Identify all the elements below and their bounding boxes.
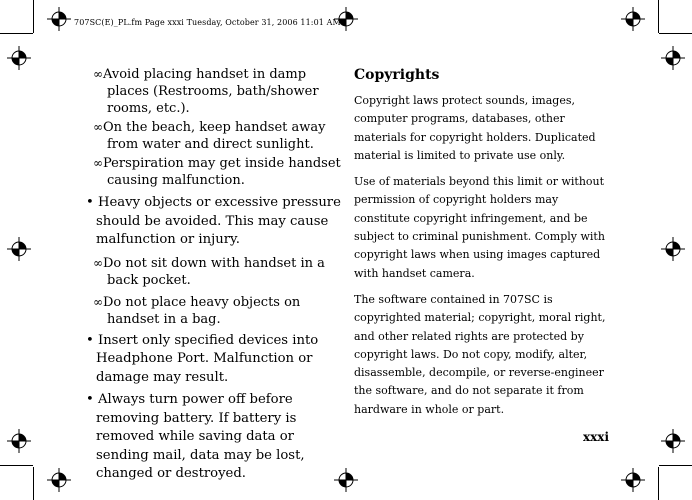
- section-title: Copyrights: [354, 67, 440, 83]
- registration-target-icon: [621, 468, 645, 492]
- list-item: • Insert only specified devices into Headphone Port. Malfunction or damage may result.: [86, 332, 319, 385]
- list-item: • Always turn power off before removing battery. If battery is removed while saving data or sending mail, data may be lost, changed or destroyed.: [86, 392, 305, 481]
- registration-target-icon: [47, 7, 71, 31]
- page-number: xxxi: [583, 430, 610, 444]
- registration-target-icon: [621, 7, 645, 31]
- registration-target-icon: [7, 429, 31, 453]
- registration-target-icon: [661, 429, 685, 453]
- registration-target-icon: [661, 46, 685, 70]
- paragraph: The software contained in 707SC is copyrighted material; copyright, moral right, and other related rights are protected by copyright laws. Do not copy, modify, alter, disassemble, decompile, or reverse-engineer the software, and do not separate it from hardware in whole or part.: [354, 292, 606, 416]
- list-item: ∞Do not sit down with handset in a back pocket.: [93, 255, 325, 288]
- registration-target-icon: [47, 468, 71, 492]
- paragraph: Copyright laws protect sounds, images, computer programs, databases, other materials for copyright holders. Duplicated material is limited to private use only.: [354, 94, 596, 162]
- list-item: ∞Do not place heavy objects on handset in a bag.: [93, 294, 301, 327]
- list-item: • Heavy objects or excessive pressure should be avoided. This may cause malfunction or injury.: [86, 195, 341, 247]
- registration-target-icon: [7, 46, 31, 70]
- list-item: ∞Avoid placing handset in damp places (Restrooms, bath/shower rooms, etc.).: [93, 67, 319, 116]
- running-head: 707SC(E)_PL.fm Page xxxi Tuesday, October 31, 2006 11:01 AM: [74, 18, 341, 27]
- paragraph: Use of materials beyond this limit or without permission of copyright holders may constitute copyright infringement, and be subject to criminal punishment. Comply with copyright laws when using images captured with handset camera.: [354, 175, 605, 280]
- registration-target-icon: [661, 237, 685, 261]
- list-item: ∞Perspiration may get inside handset causing malfunction.: [93, 156, 341, 188]
- right-column: [354, 66, 612, 427]
- registration-target-icon: [7, 237, 31, 261]
- list-item: ∞On the beach, keep handset away from water and direct sunlight.: [93, 120, 326, 152]
- left-column: [86, 66, 348, 488]
